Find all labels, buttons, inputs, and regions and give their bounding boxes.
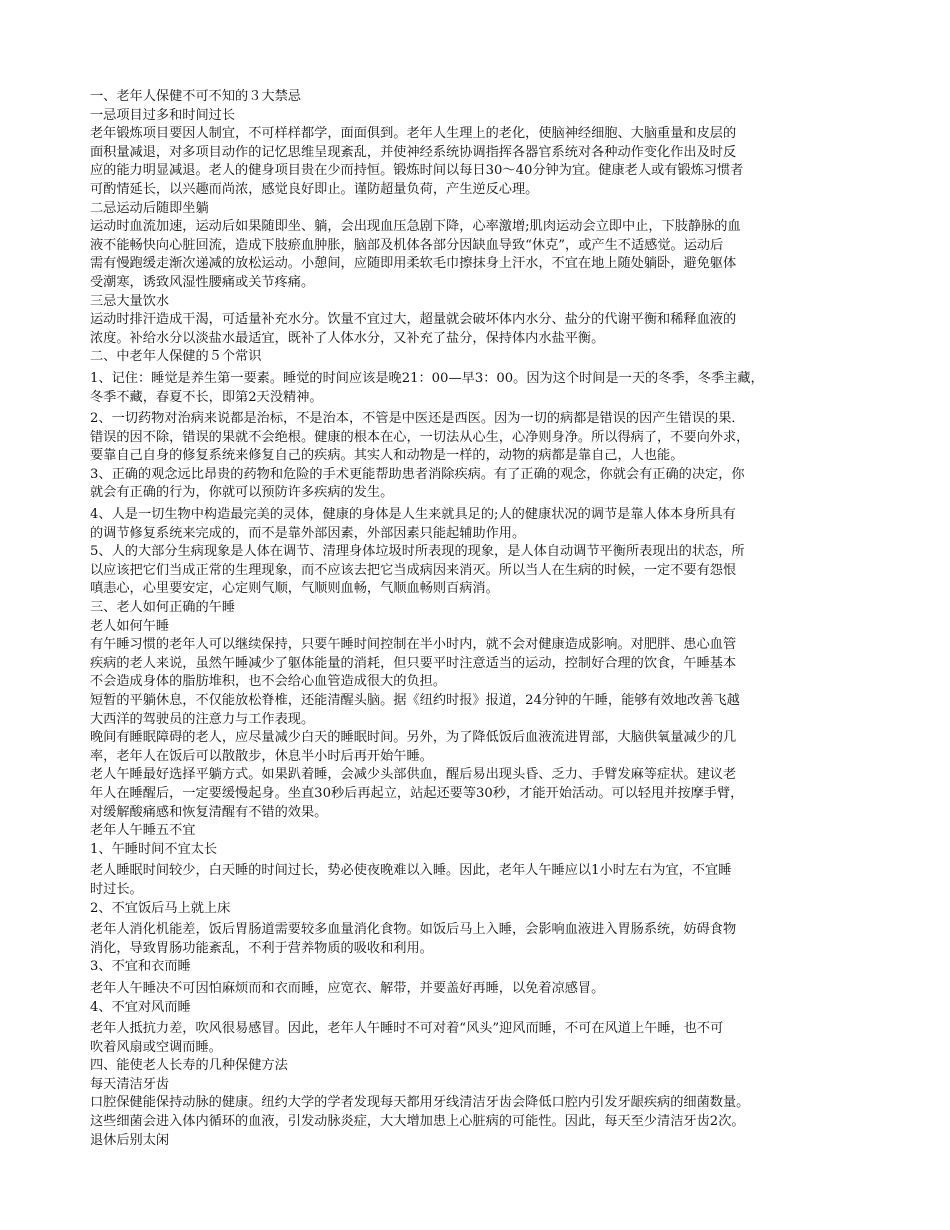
subheading: 2、不宜饭后马上就上床 — [90, 900, 231, 916]
paragraph-line: 不会造成身体的脂肪堆积，也不会给心血管造成很大的负担。 — [90, 674, 447, 690]
subheading: 老人如何午睡 — [90, 618, 170, 634]
subheading: 4、不宜对风而睡 — [90, 999, 191, 1015]
section-heading: 三、老人如何正确的午睡 — [90, 600, 236, 616]
paragraph-line: 可酌情延长，以兴趣而尚浓，感觉良好即止。谨防超量负荷，产生逆反心理。 — [90, 181, 539, 197]
paragraph-line: 3、正确的观念远比昂贵的药物和危险的手术更能帮助患者消除疾病。有了正确的观念，你就会有正确的决定，你 — [90, 466, 745, 482]
paragraph-line: 年人在睡醒后，一定要缓慢起身。坐直30秒后再起立，站起还要等30秒，才能开始活动。可以轻甩并按摩手臂， — [90, 785, 744, 801]
paragraph-line: 老年锻炼项目要因人制宜，不可样样都学，面面俱到。老年人生理上的老化，使脑神经细胞、大脑重量和皮层的 — [90, 126, 737, 142]
paragraph-line: 2、一切药物对治病来说都是治标，不是治本，不管是中医还是西医。因为一切的病都是错误的因产生错误的果． — [90, 411, 745, 427]
subheading: 三忌大量饮水 — [90, 293, 170, 309]
paragraph-line: 口腔保健能保持动脉的健康。纽约大学的学者发现每天都用牙线清洁牙齿会降低口腔内引发牙龈疾病的细菌数量。 — [90, 1095, 750, 1111]
subheading: 一忌项目过多和时间过长 — [90, 107, 236, 123]
paragraph-line: 1、记住：睡觉是养生第一要素。睡觉的时间应该是晚21：00—早3：00。因为这个时间是一天的冬季，冬季主藏， — [90, 370, 764, 386]
paragraph-line: 晚间有睡眠障碍的老人，应尽量减少白天的睡眠时间。另外，为了降低饭后血液流进胃部，大脑供氧量减少的几 — [90, 730, 737, 746]
subheading: 退休后别太闲 — [90, 1132, 170, 1148]
paragraph-line: 受潮寒，诱致风湿性腰痛或关节疼痛。 — [90, 274, 315, 290]
paragraph-line: 这些细菌会进入体内循环的血液，引发动脉炎症，大大增加患上心脏病的可能性。因此，每天至少清洁牙齿2次。 — [90, 1114, 745, 1130]
paragraph-line: 以应该把它们当成正常的生理现象，而不应该去把它当成病因来消灭。所以当人在生病的时候，一定不要有怨恨 — [90, 562, 737, 578]
paragraph-line: 老人午睡最好选择平躺方式。如果趴着睡，会减少头部供血，醒后易出现头昏、乏力、手臂发麻等症状。建议老 — [90, 767, 737, 783]
subheading: 3、不宜和衣而睡 — [90, 959, 191, 975]
paragraph-line: 就会有正确的行为，你就可以预防许多疾病的发生。 — [90, 485, 394, 501]
paragraph-line: 老年人抵抗力差，吹风很易感冒。因此，老年人午睡时不可对着“风头”迎风而睡，不可在风道上午睡，也不可 — [90, 1021, 724, 1037]
paragraph-line: 液不能畅快向心脏回流，造成下肢瘀血肿胀，脑部及机体各部分因缺血导致“休克”，或产生不适感觉。运动后 — [90, 237, 724, 253]
paragraph-line: 短暂的平躺休息，不仅能放松脊椎，还能清醒头脑。据《纽约时报》报道，24分钟的午睡，能够有效地改善飞越 — [90, 693, 740, 708]
paragraph-line: 要靠自己自身的修复系统来修复自己的疾病。其实人和动物是一样的，动物的病都是靠自己，人也能。 — [90, 448, 684, 464]
paragraph-line: 消化，导致胃肠功能紊乱，不利于营养物质的吸收和利用。 — [90, 940, 433, 956]
paragraph-line: 率，老年人在饭后可以散散步，休息半小时后再开始午睡。 — [90, 748, 433, 764]
paragraph-line: 错误的因不除，错误的果就不会绝根。健康的根本在心，一切法从心生，心净则身净。所以得病了，不要向外求， — [90, 429, 750, 445]
paragraph-line: 的调节修复系统来完成的，而不是靠外部因素，外部因素只能起辅助作用。 — [90, 525, 526, 541]
subheading: 老年人午睡五不宜 — [90, 823, 196, 839]
paragraph-line: 吹着风扇或空调而睡。 — [90, 1039, 222, 1055]
paragraph-line: 有午睡习惯的老年人可以继续保持，只要午睡时间控制在半小时内，就不会对健康造成影响。对肥胖、患心血管 — [90, 637, 737, 653]
section-heading: 一、老年人保健不可不知的３大禁忌 — [90, 89, 301, 104]
paragraph-line: 冬季不藏，春夏不长，即第2天没精神。 — [90, 389, 323, 405]
paragraph-line: 对缓解酸痛感和恢复清醒有不错的效果。 — [90, 804, 328, 820]
document-body — [90, 88, 870, 1150]
paragraph-line: 大西洋的驾驶员的注意力与工作表现。 — [90, 711, 315, 727]
paragraph-line: 嗔恚心，心里要安定，心定则气顺，气顺则血畅，气顺血畅则百病消。 — [90, 581, 499, 597]
paragraph-line: 浓度。补给水分以淡盐水最适宜，既补了人体水分，又补充了盐分，保持体内水盐平衡。 — [90, 330, 605, 346]
subheading: 1、午睡时间不宜太长 — [90, 841, 218, 857]
subheading: 每天清洁牙齿 — [90, 1076, 170, 1092]
paragraph-line: 时过长。 — [90, 881, 143, 897]
paragraph-line: 老年人午睡决不可因怕麻烦而和衣而睡，应宽衣、解带，并要盖好再睡，以免着凉感冒。 — [90, 980, 605, 996]
paragraph-line: 面积量减退，对多项目动作的记忆思维呈现紊乱，并使神经系统协调指挥各器官系统对各种动作变化作出及时反 — [90, 144, 737, 160]
paragraph-line: 应的能力明显减退。老人的健身项目贵在少而持恒。锻炼时间以每日30～40分钟为宜。健康老人或有锻炼习惯者 — [90, 163, 744, 179]
paragraph-line: 需有慢跑缓走渐次递减的放松运动。小憩间，应随即用柔软毛巾擦抹身上汗水，不宜在地上随处躺卧，避免躯体 — [90, 256, 737, 272]
paragraph-line: 运动时血流加速，运动后如果随即坐、躺，会出现血压急剧下降，心率激增;肌肉运动会立即中止，下肢静脉的血 — [90, 219, 741, 235]
paragraph-line: 5、人的大部分生病现象是人体在调节、清理身体垃圾时所表现的现象，是人体自动调节平衡所表现出的状态，所 — [90, 544, 745, 560]
paragraph-line: 老年人消化机能差，饭后胃肠道需要较多血量消化食物。如饭后马上入睡，会影响血液进入胃肠系统，妨碍食物 — [90, 922, 737, 938]
paragraph-line: 运动时排汗造成干渴，可适量补充水分。饮量不宜过大，超量就会破坏体内水分、盐分的代谢平衡和稀释血液的 — [90, 312, 737, 328]
paragraph-line: 疾病的老人来说，虽然午睡减少了躯体能量的消耗，但只要平时注意适当的运动，控制好合理的饮食，午睡基本 — [90, 655, 737, 671]
section-heading: 四、能使老人长寿的几种保健方法 — [90, 1058, 288, 1074]
section-heading: 二、中老年人保健的５个常识 — [90, 349, 262, 365]
paragraph-line: 4、人是一切生物中构造最完美的灵体，健康的身体是人生来就具足的;人的健康状况的调节是靠人体本身所具有 — [90, 507, 736, 523]
paragraph-line: 老人睡眠时间较少，白天睡的时间过长，势必使夜晚难以入睡。因此，老年人午睡应以1小时左右为宜，不宜睡 — [90, 863, 732, 879]
subheading: 二忌运动后随即坐躺 — [90, 200, 209, 216]
